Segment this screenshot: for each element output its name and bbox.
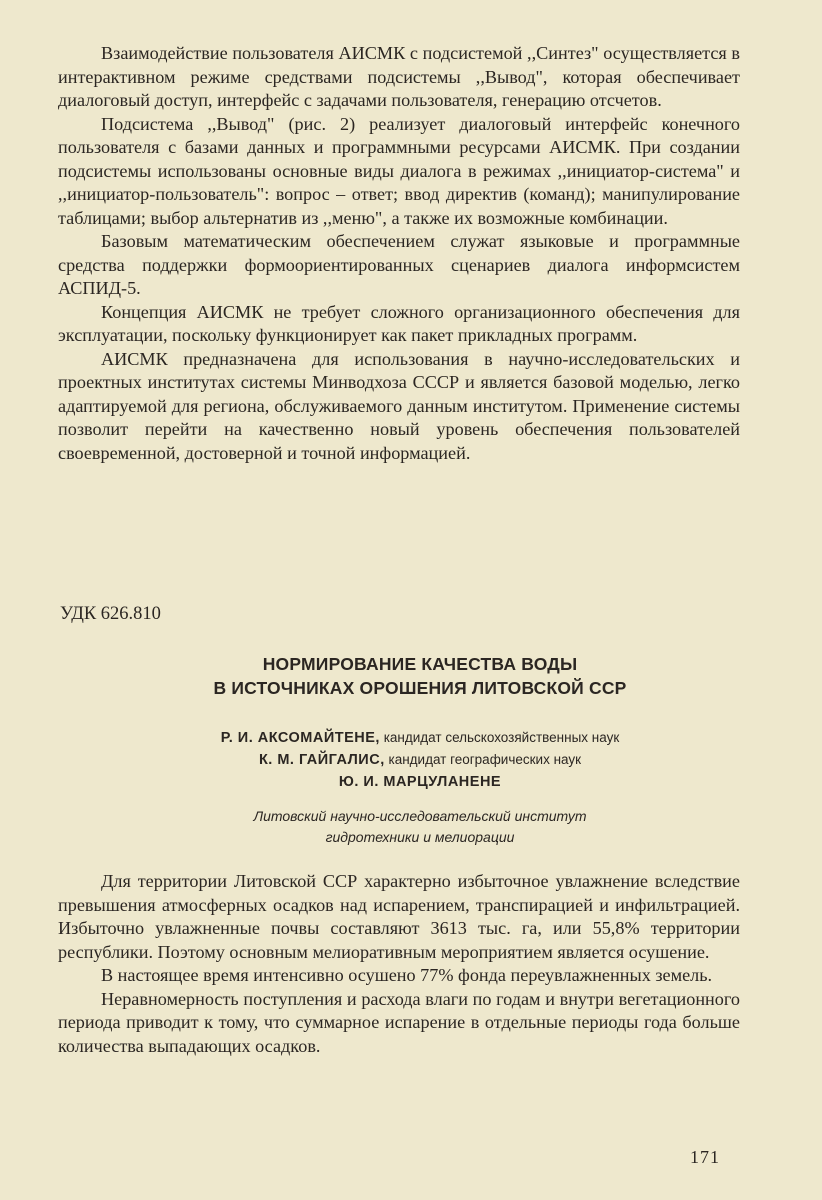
udk-code: УДК 626.810 [60, 604, 161, 624]
paragraph-purpose: АИСМК предназначена для использования в научно-исследовательских и проектных институтах системы Минводхоза СССР и является базовой моделью, легко адаптируемой для региона, обслуживаемого данным институтом. Применение системы позволит перейти на качественно новый уровень обеспечения пользователей своевременной, достоверной и точной информацией. [58, 348, 740, 463]
article-title [120, 652, 720, 700]
paragraph-drained: В настоящее время интенсивно осушено 77% фонда переувлажненных земель. [101, 965, 713, 985]
institution [140, 806, 700, 848]
institution-line-2: гидротехники и мелиорации [325, 829, 515, 845]
author-line [140, 771, 700, 793]
top-text-block [58, 42, 740, 465]
paragraph-vyvod: Подсистема ,,Вывод" (рис. 2) реализует диалоговый интерфейс конечного пользователя с базами данных и программными ресурсами АИСМК. При создании подсистемы использованы основные виды диалога в режимах ,,инициатор-система" и ,,инициатор-пользователь": вопрос – ответ; ввод директив (команд); манипулирование таблицами; выбор альтернатив из ,,меню", а также их возможные комбинации. [58, 113, 740, 228]
article-body [58, 870, 740, 1058]
author-name: К. М. ГАЙГАЛИС, [258, 752, 385, 768]
author-list [140, 727, 700, 793]
paragraph-concept: Концепция АИСМК не требует сложного организационного обеспечения для эксплуатации, поскольку функционирует как пакет прикладных программ. [58, 301, 740, 345]
author-line [140, 749, 700, 771]
paragraph-software: Базовым математическим обеспечением служат языковые и программные средства поддержки формоориентированных сценариев диалога информсистем АСПИД-5. [58, 231, 740, 298]
institution-line-1: Литовский научно-исследовательский институт [253, 808, 587, 824]
title-line-2: В ИСТОЧНИКАХ ОРОШЕНИЯ ЛИТОВСКОЙ ССР [213, 678, 627, 698]
author-name: Р. И. АКСОМАЙТЕНЕ, [220, 730, 380, 746]
author-degree: кандидат сельскохозяйственных наук [383, 730, 620, 745]
author-name: Ю. И. МАРЦУЛАНЕНЕ [338, 774, 502, 790]
paragraph-sintez: Взаимодействие пользователя АИСМК с подсистемой ,,Синтез" осуществляется в интерактивном режиме средствами подсистемы ,,Вывод", которая обеспечивает диалоговый доступ, интерфейс с задачами пользователя, генерацию отсчетов. [58, 43, 740, 110]
paragraph-unevenness: Неравномерность поступления и расхода влаги по годам и внутри вегетационного периода приводит к тому, что суммарное испарение в отдельные периоды года больше количества выпадающих осадков. [58, 988, 740, 1056]
title-line-1: НОРМИРОВАНИЕ КАЧЕСТВА ВОДЫ [262, 654, 578, 674]
paragraph-moisture: Для территории Литовской ССР характерно избыточное увлажнение вследствие превышения атмосферных осадков над испарением, транспирацией и инфильтрацией. Избыточно увлажненные почвы составляют 3613 тыс. га, или 55,8% территории республики. Поэтому основным мелиоративным мероприятием является осушение. [58, 871, 740, 962]
author-degree: кандидат географических наук [388, 752, 582, 767]
page-number: 171 [690, 1147, 720, 1167]
author-line [140, 727, 700, 749]
